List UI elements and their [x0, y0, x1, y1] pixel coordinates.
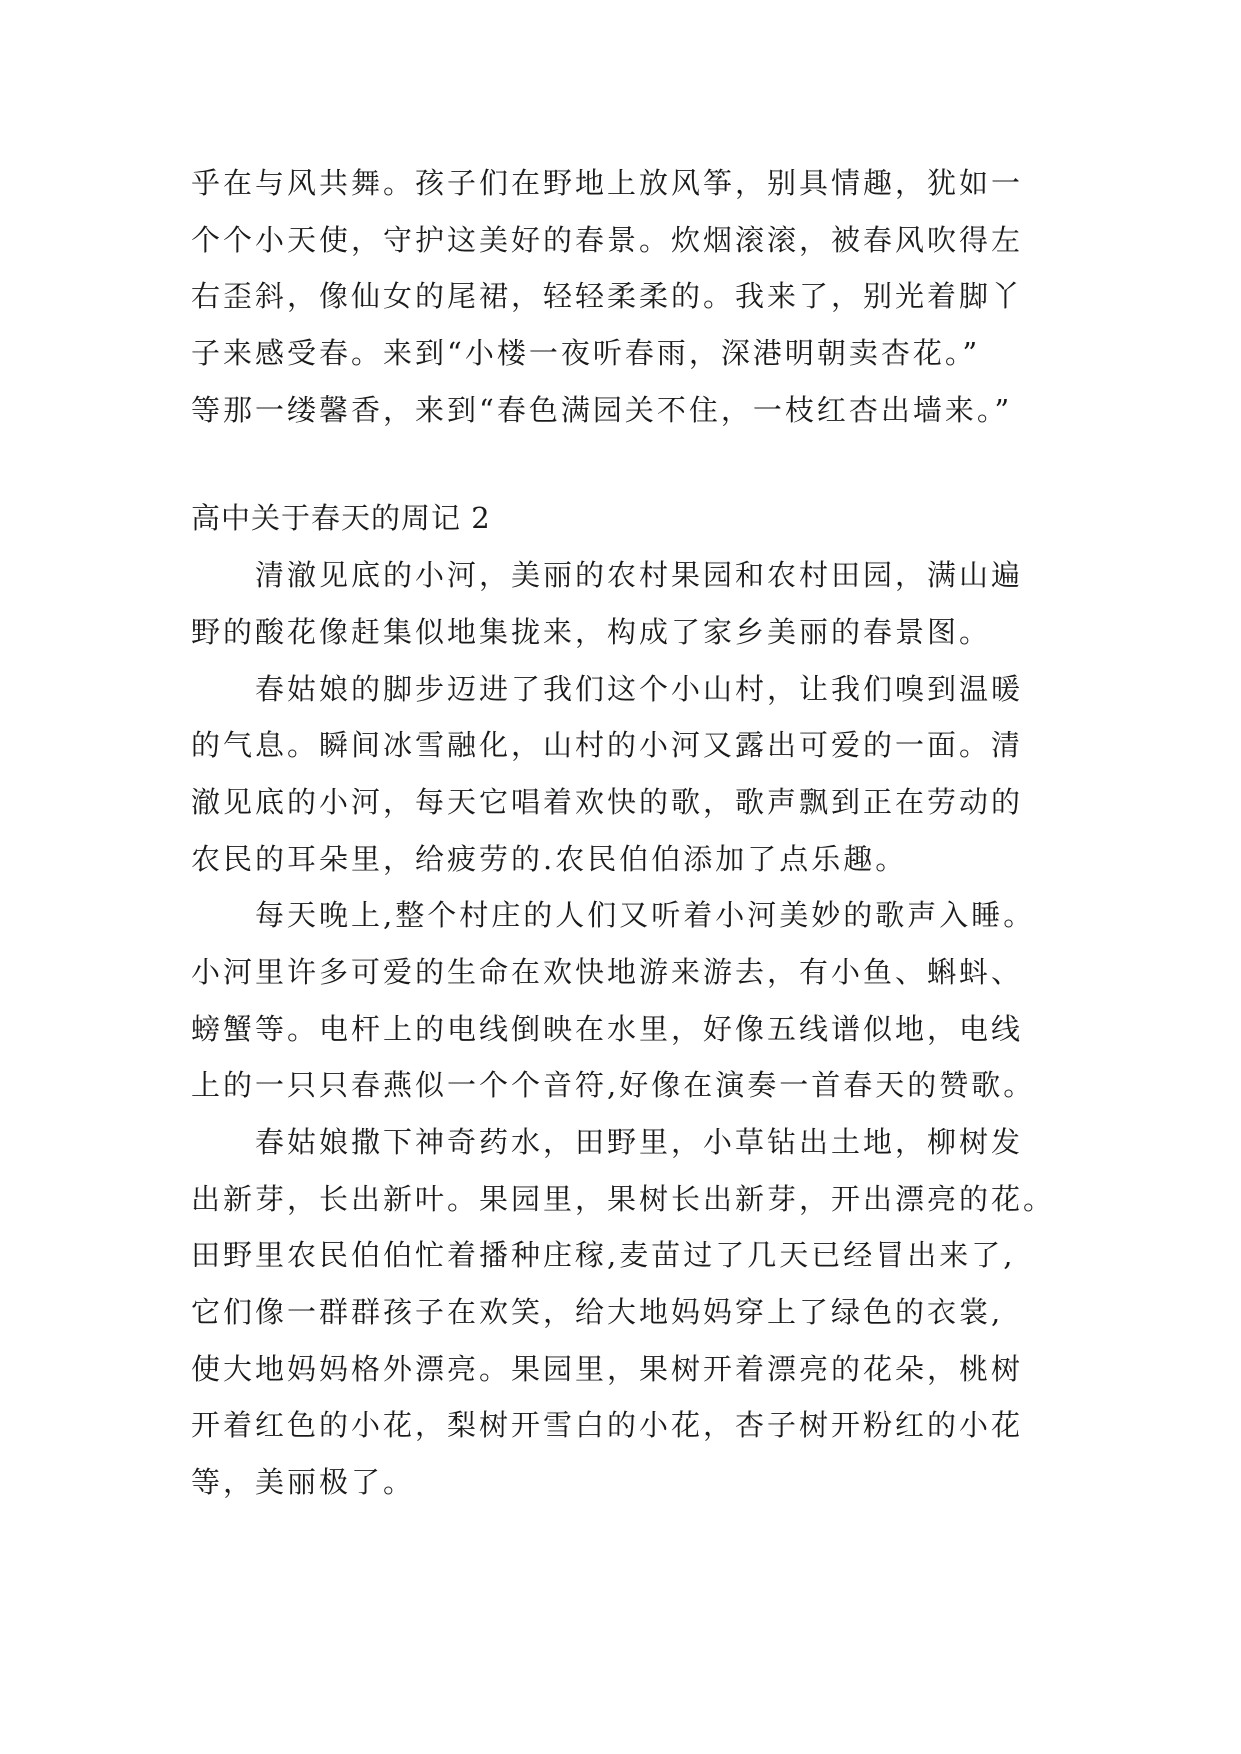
text-line: 乎在与风共舞。孩子们在野地上放风筝，别具情趣，犹如一 [191, 166, 1024, 200]
text-line: 等那一缕馨香，来到“春色满园关不住，一枝红杏出墙来。” [191, 392, 1013, 427]
text-line: 等，美丽极了。 [191, 1465, 416, 1500]
paragraph-1 [191, 547, 1051, 660]
paragraph-2 [191, 661, 1051, 888]
spacer [191, 438, 1051, 490]
text-line: 农民的耳朵里，给疲劳的.农民伯伯添加了点乐趣。 [191, 841, 908, 876]
text-line: 春姑娘撒下神奇药水，田野里，小草钻出土地，柳树发 [255, 1125, 1024, 1159]
text-line: 小河里许多可爱的生命在欢快地游来游去，有小鱼、蝌蚪、 [191, 954, 1024, 989]
text-line: 右歪斜，像仙女的尾裙，轻轻柔柔的。我来了，别光着脚丫 [191, 279, 1024, 314]
text-line: 田野里农民伯伯忙着播种庄稼,麦苗过了几天已经冒出来了, [191, 1238, 1016, 1273]
text-line: 开着红色的小花，梨树开雪白的小花，杏子树开粉红的小花 [191, 1408, 1024, 1443]
paragraph-3 [191, 887, 1051, 1114]
text-line: 清澈见底的小河，美丽的农村果园和农村田园，满山遍 [255, 558, 1024, 593]
text-line: 个个小天使，守护这美好的春景。炊烟滚滚，被春风吹得左 [191, 222, 1024, 257]
text-line: 澈见底的小河，每天它唱着欢快的歌，歌声飘到正在劳动的 [191, 784, 1024, 819]
paragraph-4 [191, 1114, 1056, 1511]
text-line: 出新芽，长出新叶。果园里，果树长出新芽，开出漂亮的花。 [191, 1181, 1056, 1216]
top-paragraph [191, 155, 1051, 438]
text-line: 春姑娘的脚步迈进了我们这个小山村，让我们嗅到温暖 [255, 671, 1024, 706]
document-body [191, 155, 1056, 1511]
text-line: 使大地妈妈格外漂亮。果园里，果树开着漂亮的花朵，桃树 [191, 1351, 1024, 1386]
text-line: 它们像一群群孩子在欢笑，给大地妈妈穿上了绿色的衣裳, [191, 1295, 1004, 1330]
section-heading: 高中关于春天的周记 2 [191, 501, 491, 536]
text-line: 子来感受春。来到“小楼一夜听春雨，深港明朝卖杏花。” [191, 336, 981, 371]
text-line: 的气息。瞬间冰雪融化，山村的小河又露出可爱的一面。清 [191, 728, 1024, 763]
text-line: 每天晚上,整个村庄的人们又听着小河美妙的歌声入睡。 [255, 898, 1036, 933]
text-line: 上的一只只春燕似一个个音符,好像在演奏一首春天的赞歌。 [191, 1068, 1036, 1103]
text-line: 野的酸花像赶集似地集拢来，构成了家乡美丽的春景图。 [191, 614, 992, 649]
text-line: 螃蟹等。电杆上的电线倒映在水里，好像五线谱似地，电线 [191, 1011, 1024, 1046]
